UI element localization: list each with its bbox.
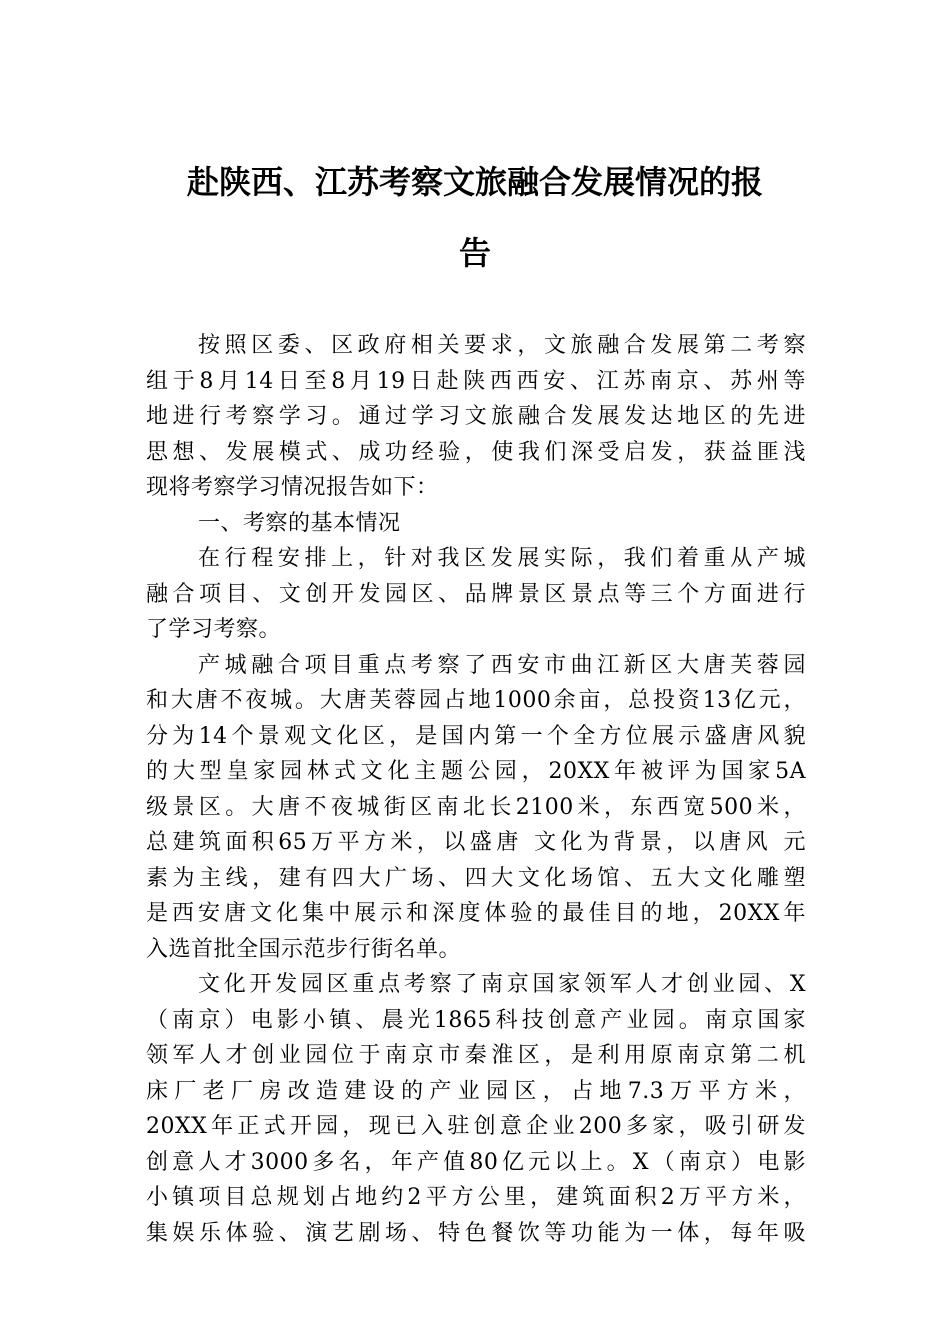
paragraph-cultural-park-line: 20XX年正式开园，现已入驻创意企业200多家，吸引研发 bbox=[146, 1114, 806, 1139]
paragraph-intro-line: 组于8月14日至8月19日赴陕西西安、江苏南京、苏州等 bbox=[146, 368, 806, 394]
paragraph-cultural-park-line: 集娱乐体验、演艺剧场、特色餐饮等功能为一体，每年吸 bbox=[146, 1220, 806, 1246]
paragraph-industry-city-line: 产城融合项目重点考察了西安市曲江新区大唐芙蓉园 bbox=[198, 652, 806, 678]
document-title: 赴陕西、江苏考察文旅融合发展情况的报 bbox=[186, 163, 763, 201]
paragraph-industry-city-line: 素为主线，建有四大广场、四大文化场馆、五大文化雕塑 bbox=[146, 865, 806, 891]
paragraph-industry-city-line: 和大唐不夜城。大唐芙蓉园占地1000余亩，总投资13亿元， bbox=[146, 688, 806, 713]
section-heading: 一、考察的基本情况 bbox=[198, 510, 401, 536]
paragraph-intro-line: 现将考察学习情况报告如下： bbox=[146, 475, 439, 500]
paragraph-cultural-park-line: 文化开发园区重点考察了南京国家领军人才创业园、X bbox=[198, 972, 806, 997]
document-title-continuation: 告 bbox=[458, 234, 491, 272]
paragraph-industry-city-line: 总建筑面积65万平方米，以盛唐 文化为背景，以唐风 元 bbox=[146, 830, 806, 855]
paragraph-intro-line: 思想、发展模式、成功经验，使我们深受启发，获益匪浅 bbox=[146, 439, 806, 465]
paragraph-industry-city-line: 的大型皇家园林式文化主题公园，20XX年被评为国家5A bbox=[146, 759, 806, 784]
paragraph-intro-line: 按照区委、区政府相关要求，文旅融合发展第二考察 bbox=[198, 333, 806, 358]
paragraph-itinerary-line: 了学习考察。 bbox=[146, 617, 282, 642]
paragraph-itinerary-line: 融合项目、文创开发园区、品牌景区景点等三个方面进行 bbox=[146, 581, 806, 607]
paragraph-cultural-park-line: 创意人才3000多名，年产值80亿元以上。X（南京）电影 bbox=[146, 1149, 806, 1175]
paragraph-industry-city-line: 级景区。大唐不夜城街区南北长2100米，东西宽500米， bbox=[146, 794, 806, 820]
paragraph-industry-city-line: 入选首批全国示范步行街名单。 bbox=[146, 936, 462, 962]
paragraph-cultural-park-line: 小镇项目总规划占地约2平方公里，建筑面积2万平方米， bbox=[146, 1185, 806, 1210]
document-body bbox=[146, 328, 806, 1251]
paragraph-industry-city-line: 是西安唐文化集中展示和深度体验的最佳目的地，20XX年 bbox=[146, 901, 806, 926]
paragraph-intro-line: 地进行考察学习。通过学习文旅融合发展发达地区的先进 bbox=[146, 404, 806, 429]
paragraph-cultural-park-line: 床厂老厂房改造建设的产业园区，占地7.3万平方米， bbox=[146, 1078, 806, 1104]
paragraph-cultural-park-line: （南京）电影小镇、晨光1865科技创意产业园。南京国家 bbox=[146, 1007, 806, 1033]
paragraph-cultural-park-line: 领军人才创业园位于南京市秦淮区，是利用原南京第二机 bbox=[146, 1043, 806, 1068]
paragraph-industry-city-line: 分为14个景观文化区，是国内第一个全方位展示盛唐风貌 bbox=[146, 723, 806, 749]
paragraph-itinerary-line: 在行程安排上，针对我区发展实际，我们着重从产城 bbox=[198, 546, 806, 571]
